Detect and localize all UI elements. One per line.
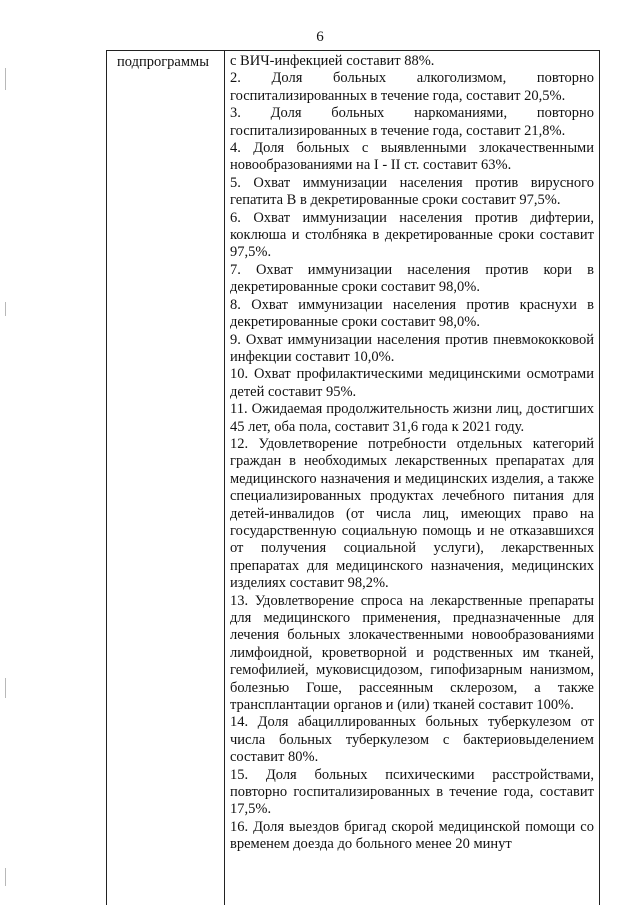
binding-mark	[5, 302, 6, 316]
indicator-item: 9. Охват иммунизации населения против пневмококковой инфекции составит 10,0%.	[230, 331, 594, 365]
indicator-item: 10. Охват профилактическими медицинскими осмотрами детей составит 95%.	[230, 366, 594, 400]
indicator-item: 3. Доля больных наркоманиями, повторно госпитализированных в течение года, составит 21,8%.	[230, 105, 594, 139]
indicator-item: с ВИЧ-инфекцией составит 88%.	[230, 53, 435, 69]
indicators-cell	[230, 53, 594, 854]
binding-mark	[5, 868, 6, 886]
indicator-item: 8. Охват иммунизации населения против краснухи в декретированные сроки составит 98,0%.	[230, 296, 594, 331]
column-divider	[224, 51, 225, 905]
indicator-item: 16. Доля выездов бригад скорой медицинской помощи со временем доезда до больного менее 20 минут	[230, 818, 594, 853]
program-table	[106, 50, 600, 905]
indicator-item: 15. Доля больных психическими расстройствами, повторно госпитализированных в течение года, составит 17,5%.	[230, 766, 594, 818]
indicator-item: 2. Доля больных алкоголизмом, повторно госпитализированных в течение года, составит 20,5%.	[230, 70, 594, 104]
left-column-label: подпрограммы	[117, 54, 209, 70]
binding-mark	[5, 678, 6, 698]
indicator-item: 12. Удовлетворение потребности отдельных категорий граждан в необходимых лекарственных препаратах для медицинского назначения и медицинских изделия, а также специализированных продуктах лечебного питания для детей-инвалидов (от числа лиц, имеющих право на государственную социальную помощь и не отказавшихся от получения социальной услуги), лекарственных препаратах для медицинского назначения, медицинских изделиях составит 98,2%.	[230, 435, 594, 592]
binding-mark	[5, 68, 6, 90]
indicator-item: 5. Охват иммунизации населения против вирусного гепатита B в декретированные сроки составит 97,5%.	[230, 174, 594, 209]
indicator-item: 11. Ожидаемая продолжительность жизни лиц, достигших 45 лет, оба пола, составит 31,6 года к 2021 году.	[230, 401, 594, 435]
indicator-item: 4. Доля больных с выявленными злокачественными новообразованиями на I - II ст. составит 63%.	[230, 140, 594, 174]
page-number: 6	[316, 29, 324, 45]
indicator-item: 7. Охват иммунизации населения против кори в декретированные сроки составит 98,0%.	[230, 261, 594, 296]
indicator-item: 14. Доля абациллированных больных туберкулезом от числа больных туберкулезом с бактериовыделением составит 80%.	[230, 714, 594, 766]
indicator-item: 13. Удовлетворение спроса на лекарственные препараты для медицинского применения, предназначенные для лечения больных злокачественными новообразованиями лимфоидной, кроветворной и родственных им тканей, гемофилией, муковисцидозом, гипофизарным нанизмом, болезнью Гоше, рассеянным склерозом, а также трансплантации органов и (или) тканей составит 100%.	[230, 592, 594, 714]
indicator-item: 6. Охват иммунизации населения против дифтерии, коклюша и столбняка в декретированные сроки составит 97,5%.	[230, 209, 594, 261]
